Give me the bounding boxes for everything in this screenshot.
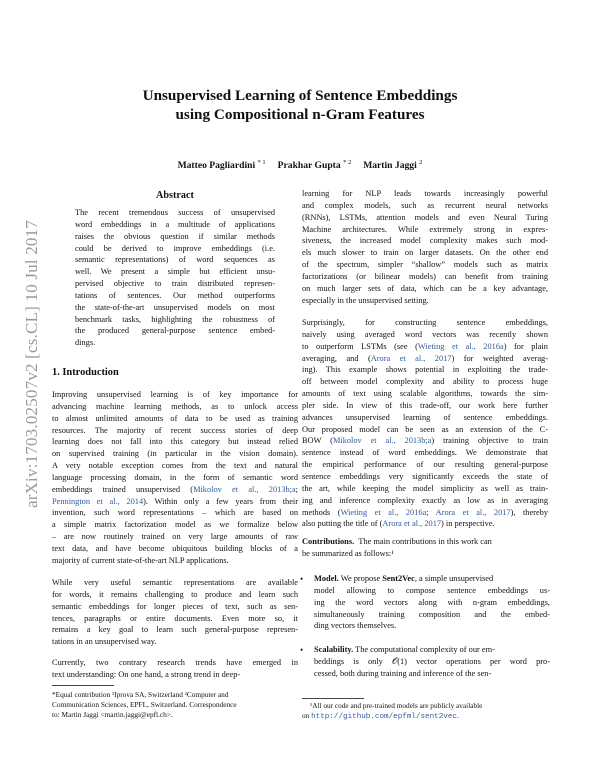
text-span: amounts of text using scalable algorithms, towards the sim-	[302, 389, 548, 399]
text-line: semantic representations) of word sequences as	[75, 255, 275, 265]
text-span: also putting the title of (	[302, 519, 383, 529]
text-line: tations of sentences. Our method outperforms	[75, 290, 275, 300]
text-line	[302, 447, 548, 459]
text-span: on supervised training (in particular in the vision domain).	[52, 449, 298, 459]
text-line	[52, 448, 298, 460]
text-line	[302, 518, 548, 530]
right-paragraph-2	[302, 317, 548, 530]
text-line	[52, 519, 298, 531]
text-line	[302, 329, 548, 341]
text-line: text understanding: On one hand, a strong trend in deep-	[52, 669, 241, 679]
contributions-paragraph	[302, 536, 548, 560]
paper-title-line-2: using Compositional n-Gram Features	[175, 106, 425, 123]
text-line: the state-of-the-art unsupervised models on most	[75, 302, 275, 312]
text-span: methods (	[302, 507, 341, 517]
citation-link[interactable]: Mikolov et al., 2013b;a	[332, 436, 432, 446]
text-span: resources. The majority of recent success stories of deep	[52, 425, 298, 435]
paper-title-line-1: Unsupervised Learning of Sentence Embeddings	[142, 87, 458, 104]
citation-link[interactable]: Wieting et al., 2016a	[340, 507, 427, 517]
text-line	[302, 364, 548, 376]
text-line: to: Martin Jaggi <martin.jaggi@epfl.ch>.	[52, 710, 173, 719]
text-line: model allowing to compose sentence embeddings us-	[314, 585, 550, 595]
text-span: to outperform LSTMs (see (	[302, 341, 418, 351]
text-span: invention, such word representations – which are based on	[52, 508, 298, 518]
text-line: word embeddings in a multitude of applications	[75, 219, 275, 229]
intro-paragraph-1	[52, 389, 298, 567]
bullet-marker: •	[300, 574, 304, 584]
author-affiliation-mark: 2	[419, 159, 423, 166]
bullet-scalability	[314, 644, 550, 680]
text-line	[302, 471, 548, 483]
text-span: ;	[295, 484, 298, 494]
text-span: ), thereby	[510, 507, 548, 517]
text-line: simultaneously training composition and the embed-	[314, 609, 550, 619]
text-line: well. We present a simple but efficient unsu-	[75, 267, 275, 277]
contributions-label: Contributions.	[302, 537, 355, 546]
text-line: cessed, both during training and inference of the sen-	[314, 668, 492, 678]
text-line: While very useful semantic representations are available	[52, 578, 298, 587]
text-line: ing the word vectors along with n-gram embeddings,	[314, 597, 550, 607]
bullet-text: We propose	[340, 574, 383, 583]
text-line: raises the obvious question if similar methods	[75, 231, 275, 241]
text-line: siveness, the increased model complexity makes such mod-	[302, 236, 548, 246]
text-line	[52, 555, 298, 567]
text-span: sentence embeddings very significantly exceeds the state of	[302, 471, 548, 481]
text-line	[302, 412, 548, 424]
text-span: BOW (	[302, 436, 333, 446]
text-line	[302, 435, 548, 447]
text-span: – are now routinely trained on very large amounts of raw	[52, 532, 298, 542]
text-span: embeddings trained unsupervised (	[52, 484, 194, 494]
author-name: Matteo Pagliardini	[177, 160, 256, 172]
intro-paragraph-3	[52, 657, 298, 681]
text-span: ) for plain	[503, 341, 548, 351]
footnote-text: ¹All our code and pre-trained models are publicly available	[310, 701, 483, 710]
text-span: advancing machine learning methods, as to unlock access	[52, 401, 298, 411]
right-paragraph-1	[302, 188, 548, 306]
text-line: learning for NLP leads towards increasingly powerful	[302, 189, 548, 198]
text-line	[302, 353, 548, 365]
bullet-model	[314, 573, 550, 632]
text-span: advances unsupervised learning of sentence embeddings.	[302, 412, 548, 422]
text-line	[302, 495, 548, 507]
text-line	[52, 496, 298, 508]
text-span: off between model complexity and ability to process huge	[302, 377, 548, 387]
text-span: ) in perspective.	[441, 519, 495, 529]
text-span: the empirical performance of our resulting general-purpose	[302, 460, 548, 470]
text-line: and complex models, such as recurrent neural networks	[302, 200, 548, 210]
text-line: remains a key goal to learn such general-purpose represen-	[52, 625, 298, 635]
text-line: tences, paragraphs or entire documents. Even more so, it	[52, 613, 298, 623]
text-span: the art, while keeping the model simplicity as well as train-	[302, 483, 548, 493]
bullet-marker: •	[300, 645, 304, 655]
text-span: sentence instead of word embeddings. We demonstrate that	[302, 448, 548, 458]
text-line: *Equal contribution ¹Iprova SA, Switzerland ²Computer and	[52, 690, 229, 699]
text-line: dings.	[75, 338, 96, 348]
text-line	[52, 401, 298, 413]
github-link[interactable]: http://github.com/epfml/sent2vec	[311, 713, 457, 721]
author-affiliation-mark: * 1	[257, 159, 266, 166]
bullet-label: Model.	[314, 574, 339, 583]
text-line: Currently, two contrary research trends have emerged in	[52, 658, 298, 667]
text-line	[302, 400, 548, 412]
text-span: text data, and have become ubiquitous building blocks of a	[52, 543, 298, 553]
bullet-text: , a simple unsupervised	[414, 574, 494, 583]
text-line: tations in an unsupervised way.	[52, 637, 157, 647]
bullet-label: Scalability.	[314, 645, 354, 654]
citation-link[interactable]: Arora et al., 2017	[370, 353, 452, 363]
text-line	[302, 341, 548, 353]
bullet-text: The computational complexity of our em-	[355, 645, 495, 654]
text-span: to almost unlimited amounts of data to be used as training	[52, 413, 298, 423]
text-line: beddings is only 𝒪(1) vector operations per word pro-	[314, 656, 550, 666]
text-line: The recent tremendous success of unsupervised	[75, 208, 275, 217]
text-line: for words, it remains challenging to produce and learn such	[52, 589, 298, 599]
text-line	[302, 424, 548, 436]
text-line	[302, 459, 548, 471]
text-line: factorizations (or bilinear models) can benefit from training	[302, 271, 548, 281]
text-span: majority of current state-of-the-art NLP applications.	[52, 555, 229, 565]
abstract-heading: Abstract	[156, 190, 194, 201]
text-line	[52, 507, 298, 519]
text-line	[302, 507, 548, 519]
text-span: ing and inference complexity exactly as low as in averaging	[302, 495, 548, 505]
text-span: a simple matrix factorization model as we formalize below	[52, 520, 298, 530]
text-span: ;	[426, 507, 436, 517]
text-line: benchmark tasks, highlighting the robustness of	[75, 314, 275, 324]
section-heading-introduction: 1. Introduction	[52, 367, 119, 378]
text-span: language processing domain, in the form of semantic word	[52, 472, 298, 482]
citation-link[interactable]: Mikolov et al., 2013b;a	[193, 484, 296, 494]
text-line: (RNNs), LSTMs, attention models and even Neural Turing	[302, 212, 548, 222]
text-line	[52, 531, 298, 543]
arxiv-identifier: arXiv:1703.02507v2 [cs.CL] 10 Jul 2017	[22, 219, 41, 509]
citation-link[interactable]: Wieting et al., 2016a	[417, 341, 504, 351]
text-line: ding vectors themselves.	[314, 621, 397, 631]
text-line: on much larger sets of data, which can be a key advantage,	[302, 283, 548, 293]
text-line	[52, 543, 298, 555]
affiliation-footnote	[52, 690, 302, 720]
text-line: semantic embeddings for longer pieces of text, such as sen-	[52, 601, 298, 611]
text-span: Improving unsupervised learning is of key importance for	[52, 390, 298, 399]
text-line	[52, 460, 298, 472]
footnote-rule	[52, 685, 114, 686]
text-span: Surprisingly, for constructing sentence embeddings,	[302, 318, 548, 327]
footnote-text: .	[456, 711, 459, 720]
text-line: of the spectrum, simpler “shallow” models such as matrix	[302, 260, 548, 270]
text-line	[302, 483, 548, 495]
footnote-rule	[302, 698, 364, 699]
text-line: Communication Sciences, EPFL, Switzerland. Correspondence	[52, 700, 237, 709]
author-name: Prakhar Gupta	[277, 160, 341, 172]
text-span: learning does not fall into this category but instead relied	[52, 437, 298, 447]
text-line: especially in the unsupervised setting.	[302, 295, 429, 305]
contributions-text: The main contributions in this work can	[358, 537, 492, 546]
text-span: Our proposed model can be seen as an extension of the C-	[302, 424, 548, 434]
citation-link[interactable]: Pennington et al., 2014	[52, 496, 144, 506]
text-line: the produced general-purpose sentence embed-	[75, 326, 275, 336]
text-span: ) for weighted averag-	[451, 353, 548, 363]
author-name: Martin Jaggi	[363, 160, 417, 172]
text-span: A very notable exception comes from the text and natural	[52, 461, 298, 471]
text-line	[302, 376, 548, 388]
code-footnote-url-line	[302, 711, 552, 722]
text-line	[52, 425, 298, 437]
text-span: pler side. In view of this trade-off, our work here further	[302, 400, 548, 410]
author-affiliation-mark: * 2	[343, 159, 352, 166]
contributions-text: be summarized as follows:¹	[302, 548, 394, 558]
text-line: els much slower to train on larger datasets. On the other end	[302, 248, 548, 258]
text-line	[302, 317, 548, 329]
intro-paragraph-2	[52, 577, 298, 648]
text-line	[52, 472, 298, 484]
code-footnote	[310, 701, 555, 711]
text-line	[52, 389, 298, 401]
text-line	[52, 484, 298, 496]
text-span: ing). This example shows potential in exploiting the trade-	[302, 365, 548, 375]
text-line: pervised objective to train distributed represen-	[75, 279, 275, 289]
sent2vec-name: Sent2Vec	[382, 574, 415, 583]
text-line	[52, 413, 298, 425]
citation-link[interactable]: Arora et al., 2017	[382, 519, 442, 529]
text-span: averaging, and (	[302, 353, 371, 363]
footnote-text: on	[302, 711, 312, 720]
text-line: could be derived to improve embeddings (i.e.	[75, 243, 275, 253]
citation-link[interactable]: Arora et al., 2017	[435, 507, 511, 517]
text-span: naively using averaged word vectors was recently shown	[302, 329, 548, 339]
abstract-body	[75, 207, 275, 349]
text-line: Machine architectures. While extremely strong in expres-	[302, 224, 548, 234]
text-line	[302, 388, 548, 400]
text-span: ) training objective to train	[431, 436, 548, 446]
text-line	[52, 436, 298, 448]
author-list	[0, 159, 600, 171]
text-span: ). Within only a few years from their	[143, 496, 299, 506]
